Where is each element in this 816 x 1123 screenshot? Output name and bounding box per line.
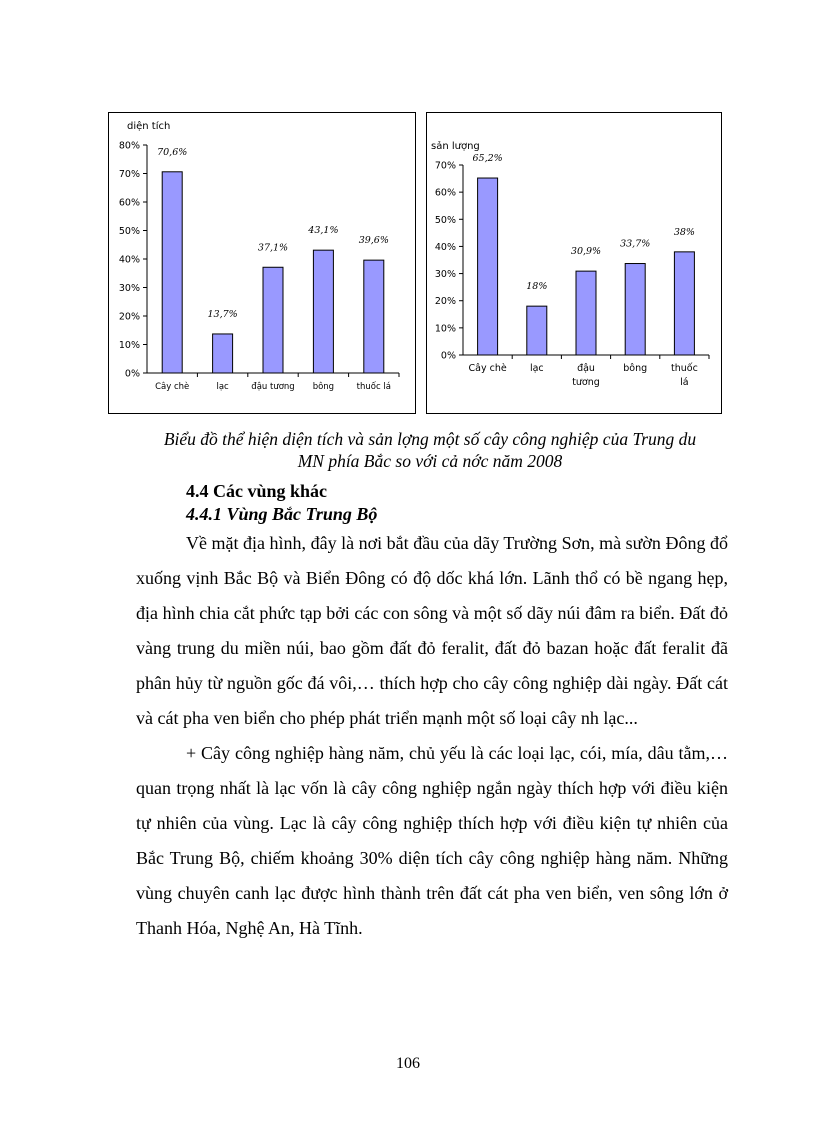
body-text: [136, 526, 728, 946]
bar: [213, 334, 233, 373]
category-label: bông: [312, 382, 335, 392]
subsection-title: 4.4.1 Vùng Bắc Trung Bộ: [186, 504, 378, 524]
category-label: tương: [572, 377, 600, 388]
y-tick-label: 50%: [118, 226, 140, 237]
figure-caption: [130, 428, 730, 472]
bar: [625, 264, 645, 355]
y-tick-label: 0%: [440, 350, 456, 362]
category-label: lạc: [216, 382, 229, 392]
data-label: 30,9%: [570, 246, 602, 258]
category-label: lạc: [529, 363, 544, 374]
bar: [527, 306, 547, 355]
y-tick-label: 70%: [118, 169, 140, 180]
y-tick-label: 0%: [124, 368, 140, 380]
category-label: Cây chè: [468, 363, 507, 374]
y-tick-label: 50%: [434, 214, 456, 226]
data-label: 65,2%: [472, 153, 503, 165]
y-tick-label: 60%: [118, 197, 140, 209]
category-label: thuốc lá: [356, 382, 391, 392]
category-label: lá: [680, 377, 689, 388]
chart-production: [426, 112, 722, 414]
y-tick-label: 20%: [434, 296, 456, 308]
data-label: 43,1%: [308, 225, 339, 237]
data-label: 18%: [526, 281, 548, 293]
bar: [313, 250, 333, 373]
bar: [674, 252, 694, 355]
caption-line-2: MN phía Bắc so với cả nớc năm 2008: [297, 451, 563, 471]
bar: [364, 260, 384, 373]
y-tick-label: 80%: [118, 140, 140, 152]
section-title: 4.4 Các vùng khác: [186, 481, 328, 501]
y-tick-label: 30%: [434, 269, 456, 281]
data-label: 38%: [673, 226, 695, 238]
y-axis-label: sản lượng: [431, 141, 480, 152]
category-label: Cây chè: [155, 382, 190, 392]
paragraph-1: Về mặt địa hình, đây là nơi bắt đầu của dãy Trường Sơn, mà sườn Đông đổ xuống vịnh Bắc Bộ và Biển Đông có độ dốc khá lớn. Lãnh thổ có bề ngang hẹp, địa hình chia cắt phức tạp bởi các con sông và một số dãy núi đâm ra biển. Đất đỏ vàng trung du miền núi, bao gồm đất đỏ feralit, đất đỏ bazan hoặc đất feralit đã phân hủy từ nguồn gốc đá vôi,… thích hợp cho cây công nghiệp dài ngày. Đất cát và cát pha ven biển cho phép phát triển mạnh một số loại cây nh lạc...: [136, 533, 728, 728]
data-label: 33,7%: [620, 238, 651, 250]
y-tick-label: 10%: [118, 340, 140, 351]
category-label: bông: [623, 363, 648, 374]
area-bar-chart: [109, 113, 415, 413]
y-tick-label: 20%: [118, 311, 140, 323]
data-label: 70,6%: [157, 146, 188, 158]
y-tick-label: 70%: [434, 160, 456, 172]
bar: [162, 172, 182, 373]
production-bar-chart: [427, 113, 721, 413]
y-tick-label: 10%: [434, 323, 456, 335]
bar: [263, 267, 283, 373]
category-label: đậu: [577, 363, 595, 374]
data-label: 39,6%: [358, 235, 389, 247]
y-tick-label: 40%: [118, 254, 140, 266]
paragraph-2: + Cây công nghiệp hàng năm, chủ yếu là các loại lạc, cói, mía, dâu tằm,… quan trọng nhất là lạc vốn là cây công nghiệp ngắn ngày thích hợp với điều kiện tự nhiên của vùng. Lạc là cây công nghiệp thích hợp với điều kiện tự nhiên của Bắc Trung Bộ, chiếm khoảng 30% diện tích cây công nghiệp hàng năm. Những vùng chuyên canh lạc được hình thành trên đất cát pha ven biển, ven sông lớn ở Thanh Hóa, Nghệ An, Hà Tĩnh.: [136, 743, 728, 938]
y-tick-label: 40%: [434, 241, 456, 253]
bar: [576, 271, 596, 355]
page-number: 106: [396, 1055, 420, 1072]
y-tick-label: 30%: [118, 283, 140, 294]
caption-line-1: Biểu đồ thể hiện diện tích và sản lợng một số cây công nghiệp của Trung du: [163, 429, 697, 449]
bar: [478, 178, 498, 355]
data-label: 37,1%: [257, 242, 289, 254]
y-tick-label: 60%: [434, 187, 456, 199]
chart-area: [108, 112, 416, 414]
category-label: thuốc: [670, 363, 698, 374]
y-axis-label: diện tích: [127, 121, 171, 132]
data-label: 13,7%: [207, 308, 238, 320]
category-label: đậu tương: [251, 382, 295, 392]
